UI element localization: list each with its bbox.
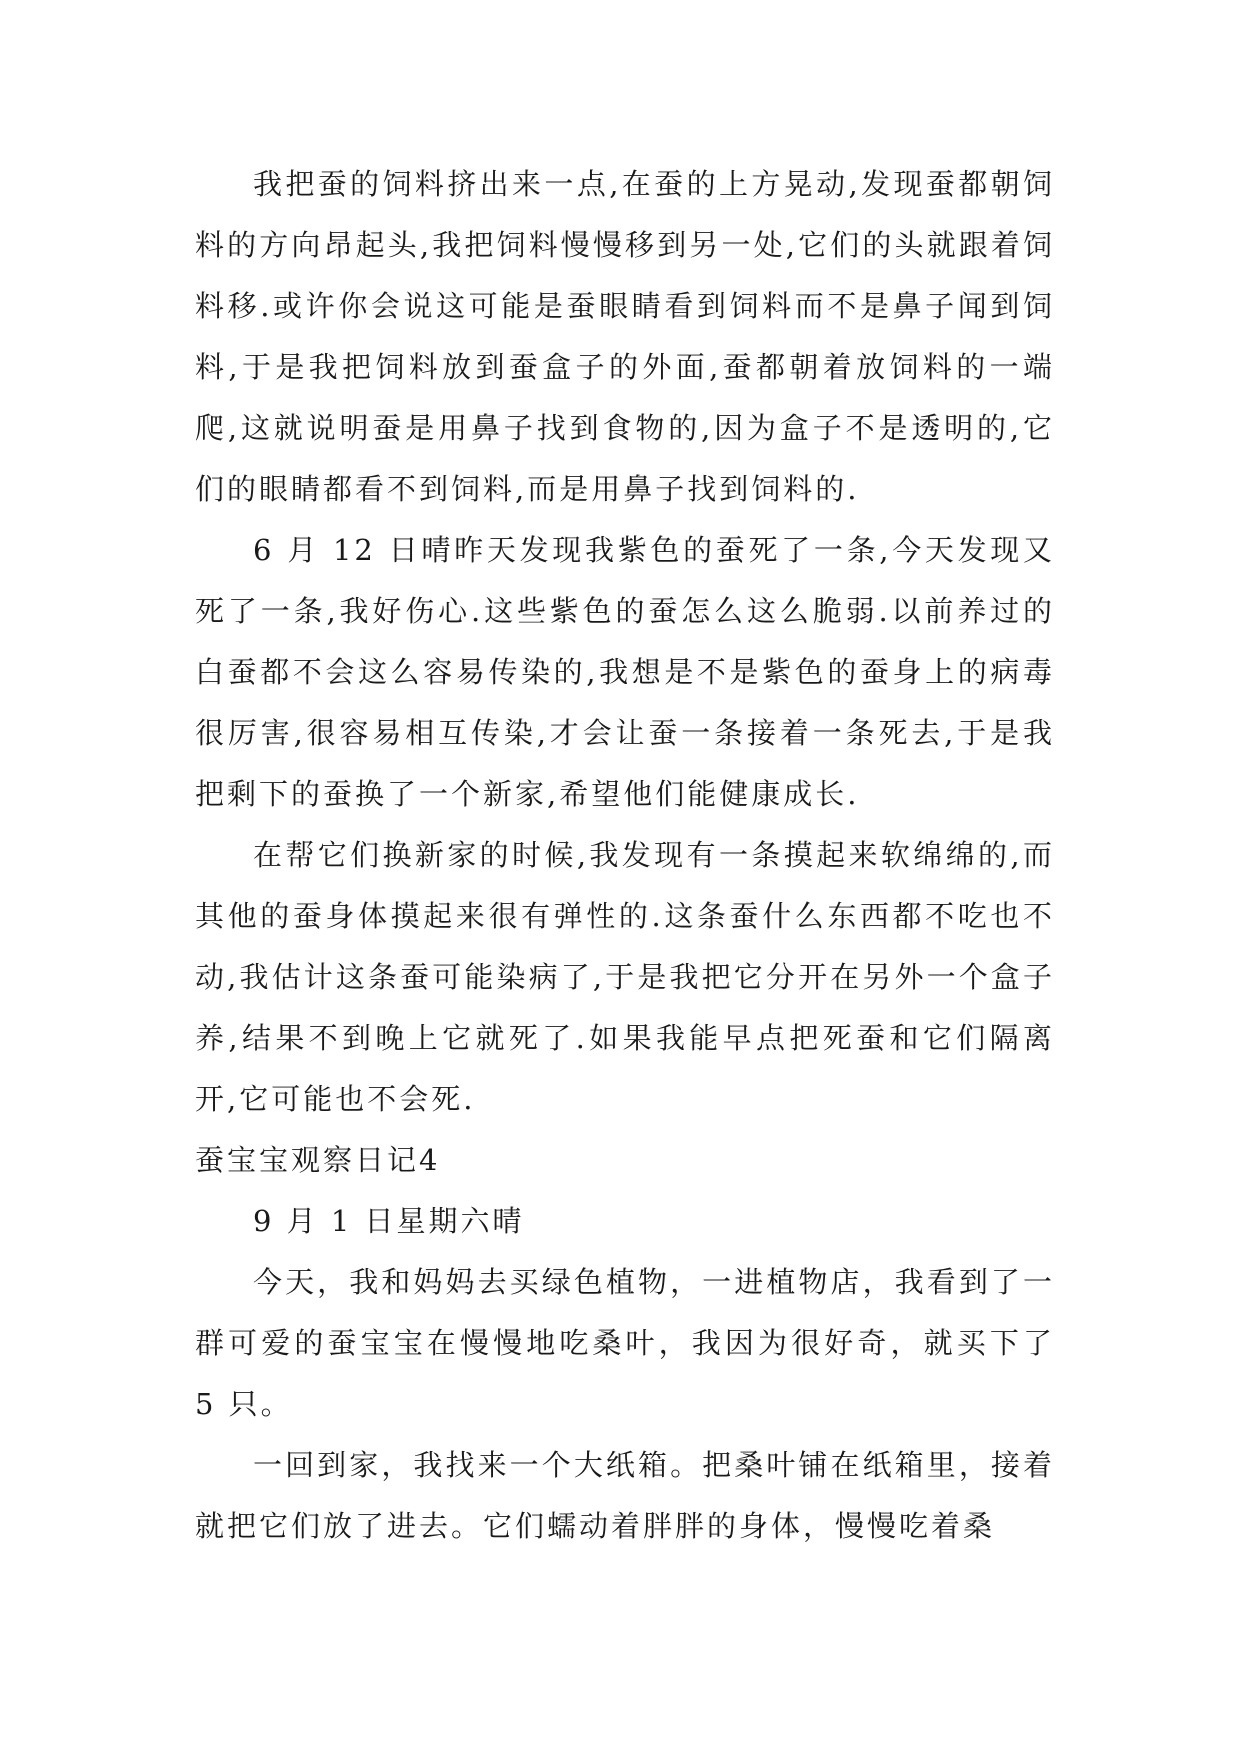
paragraph-cardboard-box: 一回到家，我找来一个大纸箱。把桑叶铺在纸箱里，接着就把它们放了进去。它们蠕动着胖胖的身体，慢慢吃着桑: [195, 1448, 1055, 1543]
paragraph-feeding-experiment: 我把蚕的饲料挤出来一点,在蚕的上方晃动,发现蚕都朝饲料的方向昂起头,我把饲料慢慢移到另一处,它们的头就跟着饲料移.或许你会说这可能是蚕眼睛看到饲料而不是鼻子闻到饲料,于是我把饲料放到蚕盒子的外面,蚕都朝着放饲料的一端爬,这就说明蚕是用鼻子找到食物的,因为盒子不是透明的,它们的眼睛都看不到饲料,而是用鼻子找到饲料的.: [195, 167, 1055, 506]
date-line: 9 月 1 日星期六晴: [253, 1204, 525, 1238]
section-title: 蚕宝宝观察日记4: [195, 1143, 441, 1177]
paragraph-buying-silkworms: 今天，我和妈妈去买绿色植物，一进植物店，我看到了一群可爱的蚕宝宝在慢慢地吃桑叶，我因为很好奇，就买下了 5 只。: [195, 1265, 1055, 1421]
document-page: [195, 154, 1055, 1557]
paragraph-june-12: 6 月 12 日晴昨天发现我紫色的蚕死了一条,今天发现又死了一条,我好伤心.这些紫色的蚕怎么这么脆弱.以前养过的白蚕都不会这么容易传染的,我想是不是紫色的蚕身上的病毒很厉害,很容易相互传染,才会让蚕一条接着一条死去,于是我把剩下的蚕换了一个新家,希望他们能健康成长.: [195, 533, 1055, 811]
paragraph-new-home: 在帮它们换新家的时候,我发现有一条摸起来软绵绵的,而其他的蚕身体摸起来很有弹性的.这条蚕什么东西都不吃也不动,我估计这条蚕可能染病了,于是我把它分开在另外一个盒子养,结果不到晚上它就死了.如果我能早点把死蚕和它们隔离开,它可能也不会死.: [195, 838, 1055, 1116]
